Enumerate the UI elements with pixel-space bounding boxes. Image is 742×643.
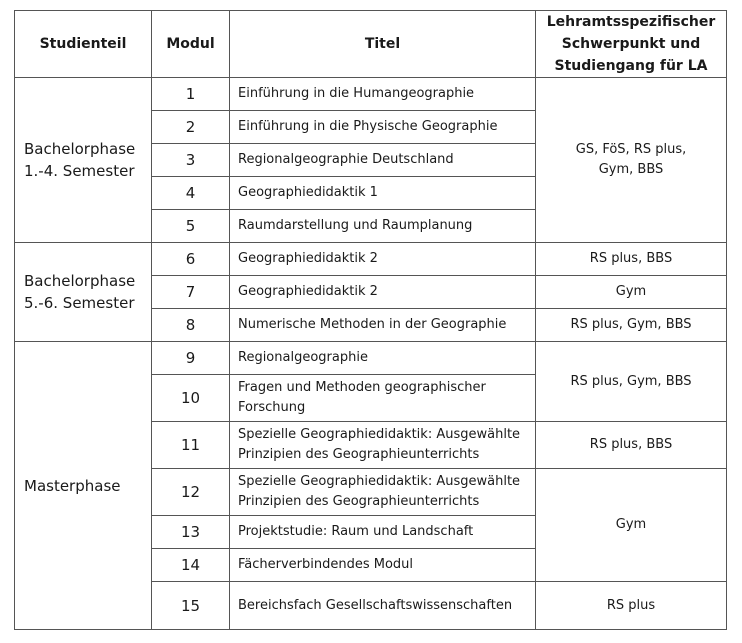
module-title: Einführung in die Physische Geographie [230,111,536,144]
la-cell: Gym [536,469,727,582]
module-title: Geographiedidaktik 1 [230,177,536,210]
module-title [230,422,536,469]
la-cell: RS plus, Gym, BBS [536,309,727,342]
module-title-line1: Spezielle Geographiedidaktik: Ausgewählte [238,474,521,489]
module-title [230,469,536,516]
la-cell: RS plus [536,582,727,630]
module-title-line1: Spezielle Geographiedidaktik: Ausgewählte [238,427,521,442]
la-cell: RS plus, BBS [536,422,727,469]
phase-label-line1: Bachelorphase [24,272,136,290]
la-cell: RS plus, Gym, BBS [536,342,727,422]
phase-label-line2: 5.-6. Semester [24,294,135,312]
module-number: 5 [152,210,230,243]
phase-bachelor-1-4 [15,78,152,243]
module-number: 3 [152,144,230,177]
module-title: Regionalgeographie [230,342,536,375]
header-studienteil: Studienteil [15,11,152,78]
module-title-line2: Forschung [238,400,306,415]
module-title-line1: Fragen und Methoden geographischer [238,380,486,395]
module-number: 4 [152,177,230,210]
phase-label-line1: Bachelorphase [24,140,136,158]
module-title: Fächerverbindendes Modul [230,549,536,582]
module-number: 15 [152,582,230,630]
phase-master: Masterphase [15,342,152,630]
phase-bachelor-5-6 [15,243,152,342]
module-title: Raumdarstellung und Raumplanung [230,210,536,243]
module-number: 6 [152,243,230,276]
module-number: 1 [152,78,230,111]
module-number: 10 [152,375,230,422]
header-lehramt-line1: Lehramtsspezifischer [546,14,716,30]
la-line2: Gym, BBS [598,162,664,177]
module-number: 13 [152,516,230,549]
header-titel: Titel [230,11,536,78]
module-title: Numerische Methoden in der Geographie [230,309,536,342]
module-number: 9 [152,342,230,375]
phase-label-line2: 1.-4. Semester [24,162,135,180]
module-table [14,10,727,630]
table-row [15,78,727,111]
module-title-line2: Prinzipien des Geographieunterrichts [238,447,480,462]
module-number: 12 [152,469,230,516]
module-number: 2 [152,111,230,144]
table-row [15,342,727,375]
header-lehramt-line2: Schwerpunkt und [561,36,701,52]
la-cell: Gym [536,276,727,309]
header-lehramt [536,11,727,78]
header-lehramt-line3: Studiengang für LA [554,58,708,74]
module-title [230,375,536,422]
la-cell: RS plus, BBS [536,243,727,276]
module-title-line2: Prinzipien des Geographieunterrichts [238,494,480,509]
module-title: Bereichsfach Gesellschaftswissenschaften [230,582,536,630]
module-title: Regionalgeographie Deutschland [230,144,536,177]
header-row [15,11,727,78]
module-number: 7 [152,276,230,309]
header-modul: Modul [152,11,230,78]
module-title: Projektstudie: Raum und Landschaft [230,516,536,549]
table-row [15,243,727,276]
module-title: Einführung in die Humangeographie [230,78,536,111]
la-line1: GS, FöS, RS plus, [575,142,687,157]
module-number: 8 [152,309,230,342]
module-title: Geographiedidaktik 2 [230,243,536,276]
module-number: 11 [152,422,230,469]
la-cell [536,78,727,243]
module-number: 14 [152,549,230,582]
module-title: Geographiedidaktik 2 [230,276,536,309]
